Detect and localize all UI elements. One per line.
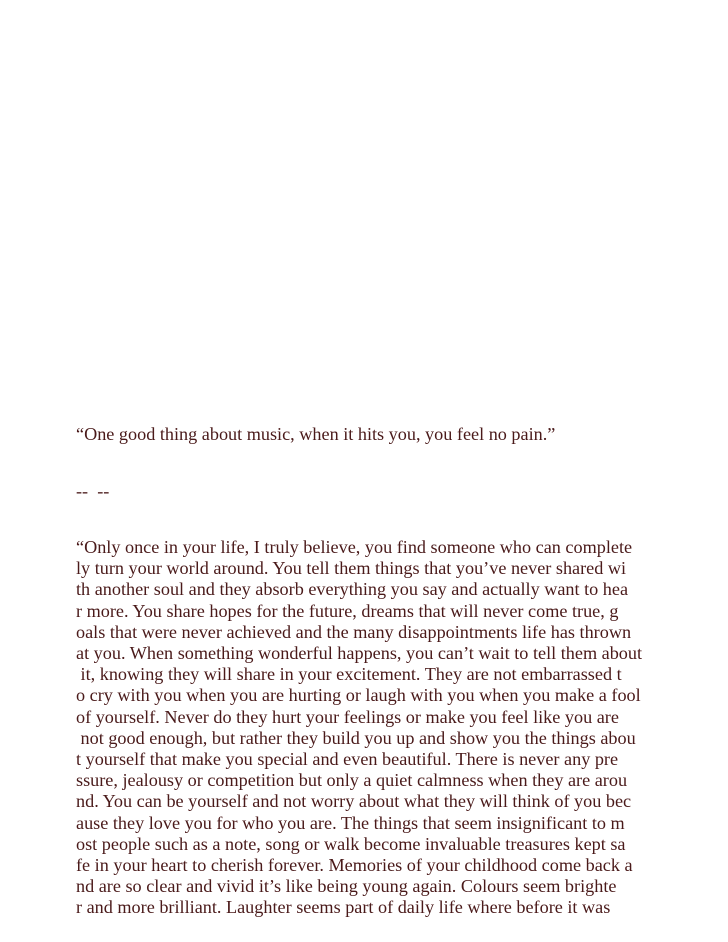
quote-two-line: r more. You share hopes for the future, dreams that will never come true, g	[76, 600, 619, 621]
quote-two-line: o cry with you when you are hurting or laugh with you when you make a fool	[76, 685, 641, 706]
quote-two-line: fe in your heart to cherish forever. Memories of your childhood come back a	[76, 855, 633, 876]
quote-two-line: it, knowing they will share in your excitement. They are not embarrassed t	[76, 664, 622, 685]
quote-two-line: ause they love you for who you are. The things that seem insignificant to m	[76, 812, 625, 833]
quote-two-line: th another soul and they absorb everything you say and actually want to hea	[76, 579, 629, 600]
quote-two-line: t yourself that make you special and even beautiful. There is never any pre	[76, 749, 619, 770]
quote-two-line: “Only once in your life, I truly believe, you find someone who can complete	[76, 537, 633, 557]
quote-two-line: of yourself. Never do they hurt your feelings or make you feel like you are	[76, 706, 619, 727]
quote-two-line: ssure, jealousy or competition but only a quiet calmness when they are arou	[76, 770, 628, 791]
quote-two	[76, 537, 642, 919]
quote-two-line: nd. You can be yourself and not worry about what they will think of you bec	[76, 791, 632, 812]
quote-one: “One good thing about music, when it hits you, you feel no pain.”	[76, 424, 556, 444]
quote-two-line: oals that were never achieved and the many disappointments life has thrown	[76, 621, 632, 642]
quote-two-line: nd are so clear and vivid it’s like being young again. Colours seem brighte	[76, 876, 617, 897]
separator-dashes: -- --	[76, 481, 110, 501]
quote-two-line: r and more brilliant. Laughter seems part of daily life where before it was	[76, 897, 611, 918]
quote-two-line: ly turn your world around. You tell them things that you’ve never shared wi	[76, 558, 627, 579]
quote-two-line: ost people such as a note, song or walk become invaluable treasures kept sa	[76, 833, 626, 854]
quote-two-line: not good enough, but rather they build you up and show you the things abou	[76, 727, 636, 748]
quote-two-line: at you. When something wonderful happens, you can’t wait to tell them about	[76, 643, 643, 664]
